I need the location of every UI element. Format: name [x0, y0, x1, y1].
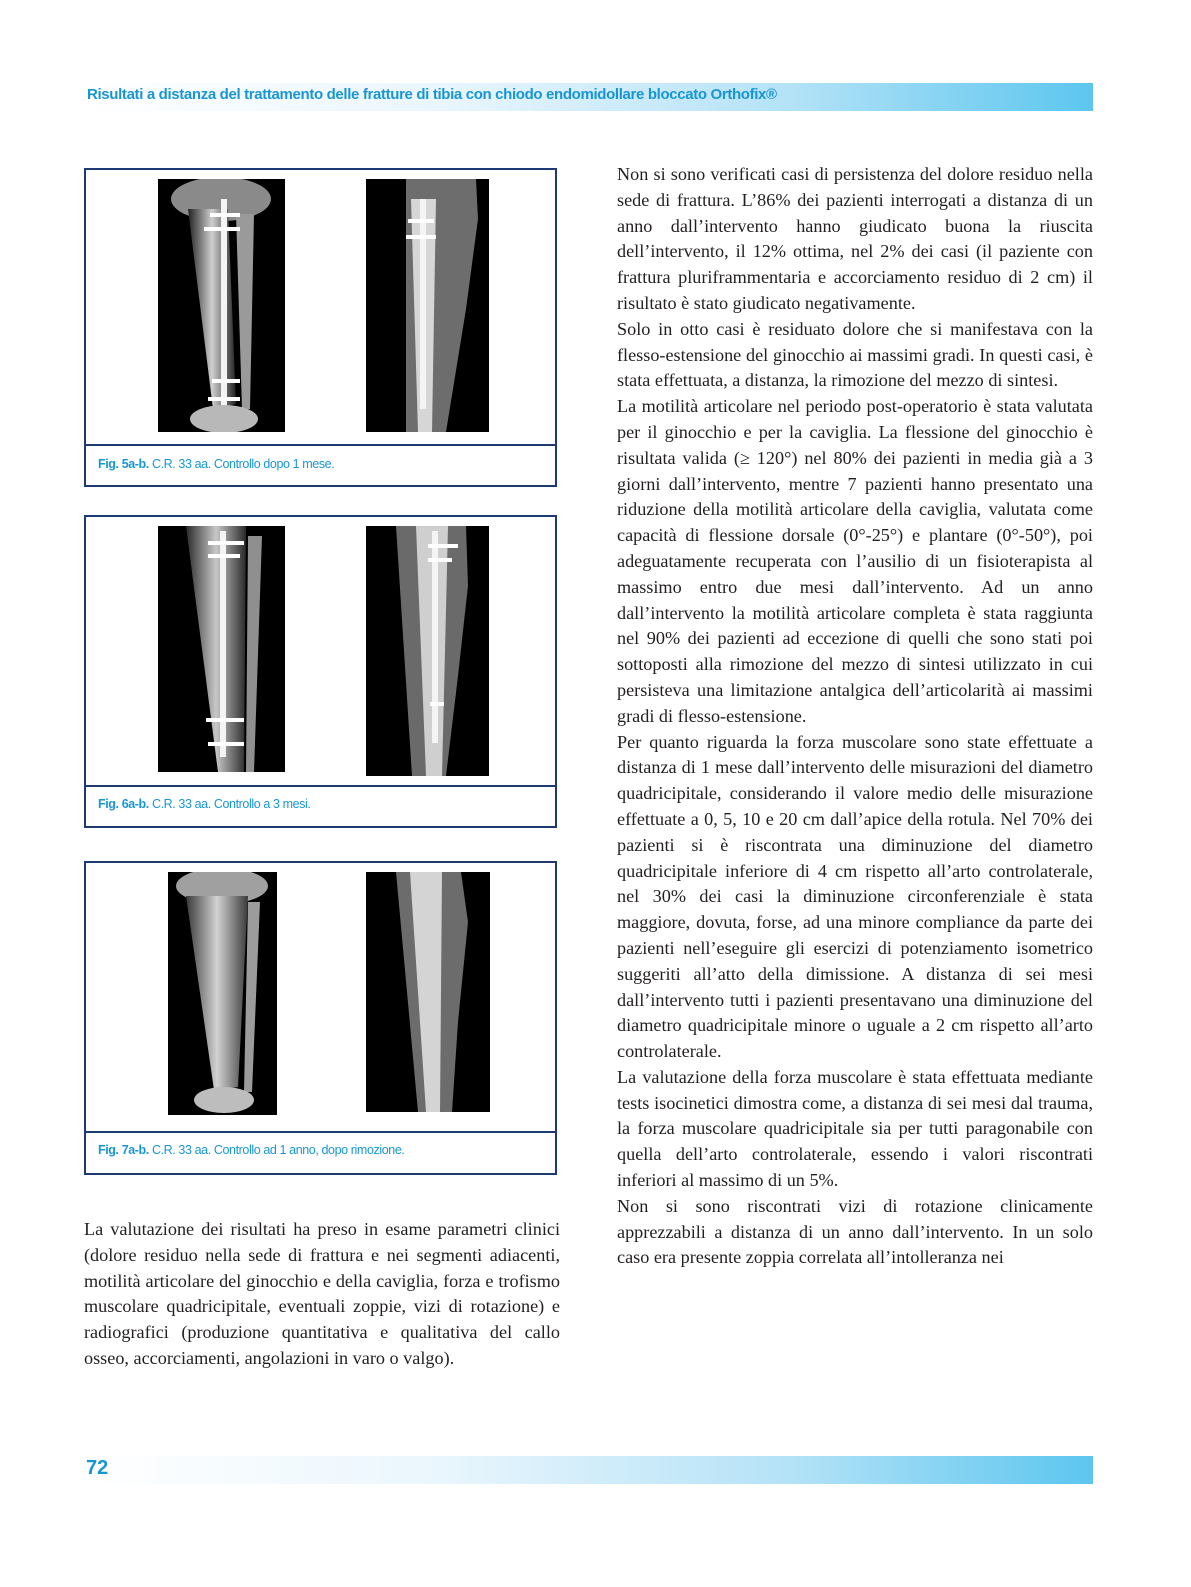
right-paragraph-6: Non si sono riscontrati vizi di rotazione clinicamente apprezzabili a distanza di un anno dall’intervento. In un solo caso era presente zoppia correlata all’intolleranza nei [617, 1195, 1093, 1268]
right-paragraph-4: Per quanto riguarda la forza muscolare sono state effettuate a distanza di 1 mese dall’intervento delle misurazioni del diametro quadricipitale, considerando il valore medio delle misurazione effettuate a 0, 5, 10 e 20 cm dall’apice della rotula. Nel 70% dei pazienti si è riscontrata una diminuzione del diametro quadricipitale inferiore di 4 cm rispetto all’arto controlaterale, nel 30% dei casi la diminuzione circonferenziale è stata maggiore, dovuta, forse, ad una minore compliance da parte dei pazienti nell’eseguire gli esercizi di potenziamento isometrico suggeriti all’atto della dimissione. A distanza di sei mesi dall’intervento tutti i pazienti presentavano una diminuzione del diametro quadricipitale minore o uguale a 2 cm rispetto all’arto controlaterale. [617, 731, 1093, 1062]
figure-6-image-panel [86, 517, 555, 787]
figure-5-caption [98, 457, 334, 471]
left-column-text [84, 1217, 560, 1372]
figure-5-image-panel [86, 170, 555, 446]
right-paragraph-3: La motilità articolare nel periodo post-operatorio è stata valutata per il ginocchio e per la caviglia. La flessione del ginocchio è risultata valida (≥ 120°) nel 80% dei pazienti in media già a 3 giorni dall’intervento, mentre 7 pazienti hanno presentato una riduzione della motilità articolare della caviglia, valutata come capacità di flessione dorsale (0°-25°) e plantare (0°-50°), poi adeguatamente recuperata con l’ausilio di un fisioterapista al massimo entro due mesi dall’intervento. Ad un anno dall’intervento la motilità articolare completa è stata raggiunta nel 90% dei pazienti ad eccezione di quelli che sono stati poi sottoposti alla rimozione del mezzo di sintesi utilizzato in cui persisteva una limitazione antalgica dell’articolarità ai massimi gradi di flesso-estensione. [617, 396, 1093, 726]
xray-6a-image [158, 526, 285, 772]
figure-5-caption-text: C.R. 33 aa. Controllo dopo 1 mese. [151, 457, 335, 471]
header-band [83, 83, 1093, 111]
left-paragraph-1: La valutazione dei risultati ha preso in esame parametri clinici (dolore residuo nella sede di frattura e nei segmenti adiacenti, motilità articolare del ginocchio e della caviglia, forza e trofismo muscolare quadricipitale, eventuali zoppie, vizi di rotazione) e radiografici (produzione quantitativa e qualitativa del callo osseo, accorciamenti, angolazioni in varo o valgo). [84, 1219, 560, 1368]
xray-5a-image [158, 179, 285, 432]
xray-5b-image [366, 179, 489, 432]
figure-5-label: Fig. 5a-b. [98, 457, 149, 471]
footer-band [83, 1456, 1093, 1484]
xray-6b-image [366, 526, 489, 776]
figure-7-image-panel [86, 863, 555, 1133]
figure-7-caption [98, 1143, 404, 1157]
xray-7a-image [168, 872, 277, 1115]
figure-7 [84, 861, 557, 1175]
right-column-text [617, 162, 1093, 1271]
figure-6-label: Fig. 6a-b. [98, 797, 149, 811]
running-header-title: Risultati a distanza del trattamento delle fratture di tibia con chiodo endomidollare bloccato Orthofix® [87, 86, 777, 103]
xray-7b-image [366, 872, 490, 1112]
page-number: 72 [86, 1457, 109, 1479]
right-paragraph-5: La valutazione della forza muscolare è stata effettuata mediante tests isocinetici dimostra come, a distanza di sei mesi dal trauma, la forza muscolare quadricipitale sia per tutti paragonabile con quella dell’arto controlaterale, essendo i valori riscontrati inferiori al massimo di un 5%. [617, 1066, 1093, 1191]
figure-5 [84, 168, 557, 487]
figure-6-caption-text: C.R. 33 aa. Controllo a 3 mesi. [151, 797, 311, 811]
figure-7-caption-text: C.R. 33 aa. Controllo ad 1 anno, dopo rimozione. [151, 1143, 405, 1157]
right-paragraph-2: Solo in otto casi è residuato dolore che si manifestava con la flesso-estensione del ginocchio ai massimi gradi. In questi casi, è stata effettuata, a distanza, la rimozione del mezzo di sintesi. [617, 318, 1093, 391]
figure-7-label: Fig. 7a-b. [98, 1143, 149, 1157]
right-paragraph-1: Non si sono verificati casi di persistenza del dolore residuo nella sede di frattura. L’86% dei pazienti interrogati a distanza di un anno dall’intervento hanno giudicato buona la riuscita dell’intervento, il 12% ottima, nel 2% dei casi (il paziente con frattura pluriframmentaria e accorciamento residuo di 2 cm) il risultato è stato giudicato negativamente. [617, 164, 1093, 313]
figure-6 [84, 515, 557, 828]
figure-6-caption [98, 797, 310, 811]
